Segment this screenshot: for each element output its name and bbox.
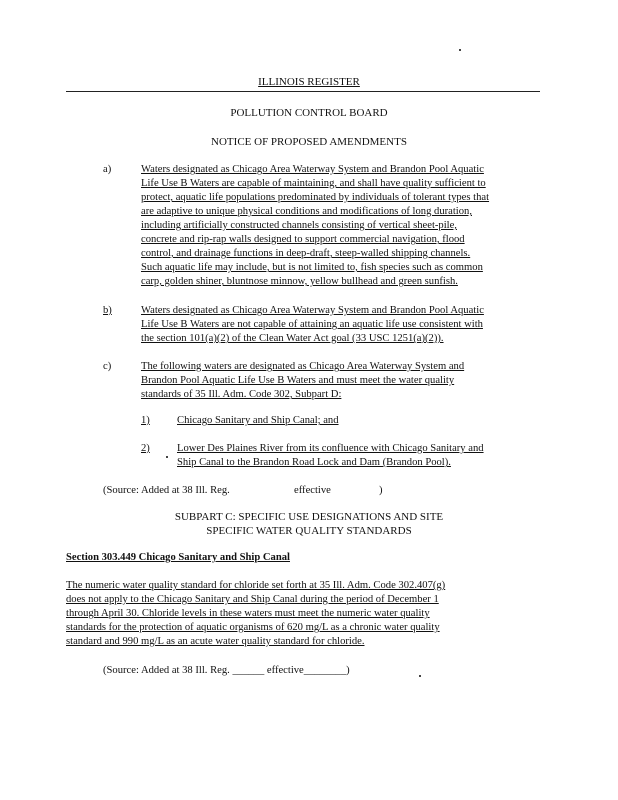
item-b-line: Life Use B Waters are not capable of attaining an aquatic life use consistent with bbox=[141, 319, 483, 330]
item-a-line: carp, golden shiner, bluntnose minnow, yellow bullhead and green sunfish. bbox=[141, 276, 458, 287]
section-body-line: does not apply to the Chicago Sanitary and Ship Canal during the period of December 1 bbox=[66, 594, 439, 605]
section-body-line: standards for the protection of aquatic organisms of 620 mg/L as a chronic water quality bbox=[66, 622, 440, 633]
board-title: POLLUTION CONTROL BOARD bbox=[230, 107, 388, 119]
header-rule bbox=[66, 91, 540, 92]
item-a-line: Waters designated as Chicago Area Waterway System and Brandon Pool Aquatic bbox=[141, 164, 484, 175]
source-note-prefix: (Source: Added at 38 Ill. Reg. bbox=[103, 485, 230, 496]
source-note-effective: effective bbox=[294, 485, 331, 496]
section-body-line: standard and 990 mg/L as an acute water quality standard for chloride. bbox=[66, 636, 365, 647]
subitem-1-line: Chicago Sanitary and Ship Canal; and bbox=[177, 415, 339, 426]
item-a-line: are adaptive to unique physical conditions and modifications of long duration, bbox=[141, 206, 472, 217]
item-a-line: including artificially constructed channels consisting of vertical sheet-pile, bbox=[141, 220, 457, 231]
subpart-heading-line2: SPECIFIC WATER QUALITY STANDARDS bbox=[206, 525, 412, 537]
item-a-line: Such aquatic life may include, but is not limited to, fish species such as common bbox=[141, 262, 483, 273]
source-note-2: (Source: Added at 38 Ill. Reg. ______ effective________) bbox=[103, 665, 350, 676]
item-a-marker: a) bbox=[103, 164, 112, 175]
item-b-line: the section 101(a)(2) of the Clean Water Act goal (33 USC 1251(a)(2)). bbox=[141, 333, 444, 344]
item-c-line: standards of 35 Ill. Adm. Code 302, Subpart D: bbox=[141, 389, 342, 400]
subitem-2-marker: 2) bbox=[141, 443, 150, 454]
item-a-line: control, and drainage functions in deep-draft, steep-walled shipping channels. bbox=[141, 248, 471, 259]
register-title: ILLINOIS REGISTER bbox=[258, 76, 360, 88]
item-c-line: Brandon Pool Aquatic Life Use B Waters and must meet the water quality bbox=[141, 375, 455, 386]
scan-speck bbox=[419, 675, 421, 677]
item-c-line: The following waters are designated as Chicago Area Waterway System and bbox=[141, 361, 465, 372]
item-a-line: Life Use B Waters are capable of maintaining, and shall have quality sufficient to bbox=[141, 178, 486, 189]
scan-speck bbox=[166, 456, 168, 458]
subpart-heading-line1: SUBPART C: SPECIFIC USE DESIGNATIONS AND SITE bbox=[174, 511, 444, 523]
item-c-marker: c) bbox=[103, 361, 112, 372]
source-note-close: ) bbox=[379, 485, 383, 496]
subitem-1-marker: 1) bbox=[141, 415, 150, 426]
subitem-2-line: Ship Canal to the Brandon Road Lock and Dam (Brandon Pool). bbox=[177, 457, 451, 468]
item-b-marker: b) bbox=[103, 305, 112, 316]
item-a-line: protect, aquatic life populations predominated by individuals of tolerant types that bbox=[141, 192, 490, 203]
notice-title: NOTICE OF PROPOSED AMENDMENTS bbox=[211, 136, 407, 148]
section-body-line: through April 30. Chloride levels in these waters must meet the numeric water quality bbox=[66, 608, 430, 619]
section-heading: Section 303.449 Chicago Sanitary and Ship Canal bbox=[66, 552, 290, 563]
scan-speck bbox=[459, 49, 461, 51]
section-body-line: The numeric water quality standard for chloride set forth at 35 Ill. Adm. Code 302.407(g) bbox=[66, 580, 446, 591]
item-a-line: concrete and rip-rap walls designed to support commercial navigation, flood bbox=[141, 234, 465, 245]
subitem-2-line: Lower Des Plaines River from its confluence with Chicago Sanitary and bbox=[177, 443, 484, 454]
item-b-line: Waters designated as Chicago Area Waterway System and Brandon Pool Aquatic bbox=[141, 305, 484, 316]
